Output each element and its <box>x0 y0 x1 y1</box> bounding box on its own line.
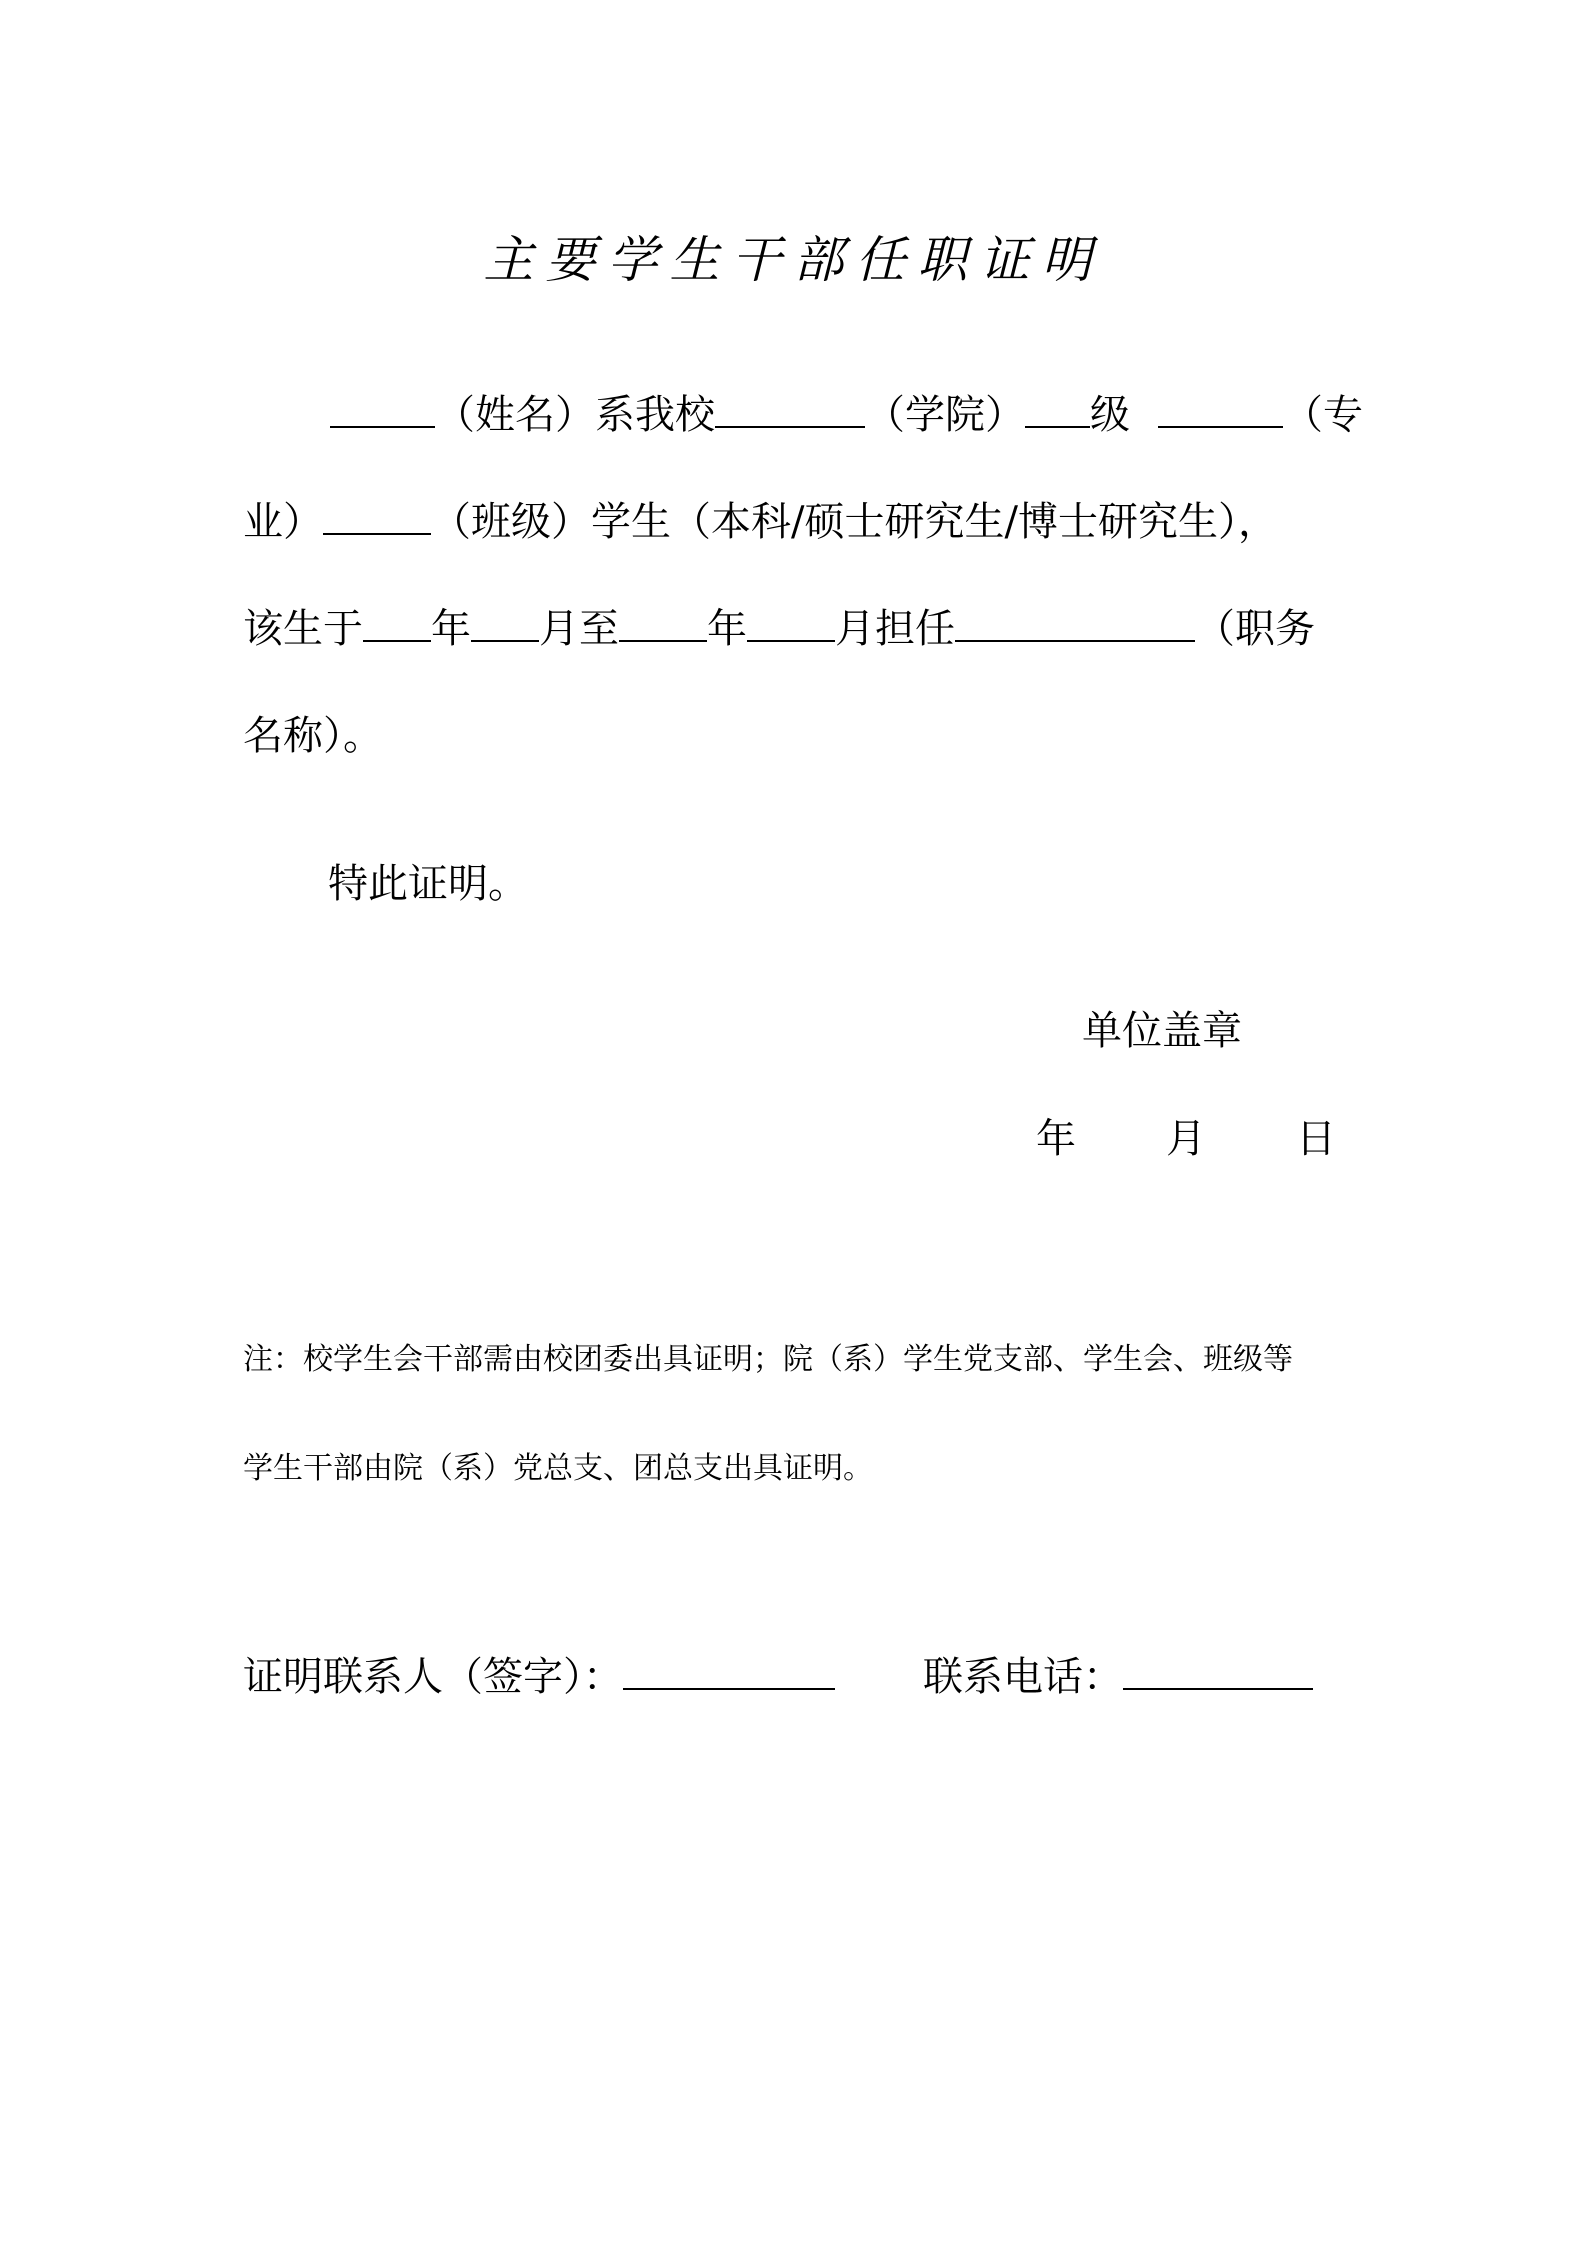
date-day-label: 日 <box>1296 1116 1336 1162</box>
major-blank[interactable] <box>1158 388 1283 428</box>
start-year-blank[interactable] <box>363 602 431 642</box>
grade-blank[interactable] <box>1025 388 1090 428</box>
body-line-1 <box>330 388 1363 441</box>
note-line-2: 学生干部由院（系）党总支、团总支出具证明。 <box>243 1451 873 1486</box>
name-label: （姓名）系我校 <box>435 392 715 438</box>
end-month-blank[interactable] <box>747 602 835 642</box>
college-blank[interactable] <box>715 388 865 428</box>
position-label-start: （职务 <box>1195 606 1315 652</box>
closing-text: 特此证明。 <box>328 861 528 907</box>
college-label: （学院） <box>865 392 1025 438</box>
grade-label: 级 <box>1090 392 1130 438</box>
body-line-4 <box>243 710 383 762</box>
start-month-blank[interactable] <box>471 602 539 642</box>
class-label: （班级）学生（本科/硕士研究生/博士研究生）， <box>431 499 1278 545</box>
contact-person-label: 证明联系人（签字）： <box>243 1654 623 1700</box>
contact-person-blank[interactable] <box>623 1650 835 1690</box>
end-year-blank[interactable] <box>619 602 707 642</box>
note-line-1: 注：校学生会干部需由校团委出具证明；院（系）学生党支部、学生会、班级等 <box>243 1342 1293 1377</box>
name-blank[interactable] <box>330 388 435 428</box>
position-label-end: 名称）。 <box>243 713 383 759</box>
start-year-label: 年 <box>431 606 471 652</box>
contact-phone-label: 联系电话： <box>923 1654 1123 1700</box>
signature-date <box>1036 1113 1336 1165</box>
class-blank[interactable] <box>323 495 431 535</box>
end-year-label: 年 <box>707 606 747 652</box>
body-line-3 <box>243 602 1315 655</box>
end-month-label: 月担任 <box>835 606 955 652</box>
major-label-end: 业） <box>243 499 323 545</box>
body-line-2 <box>243 495 1278 548</box>
date-month-label: 月 <box>1166 1116 1206 1162</box>
term-prefix: 该生于 <box>243 606 363 652</box>
date-year-label: 年 <box>1036 1116 1076 1162</box>
unit-seal-label: 单位盖章 <box>1082 1008 1242 1054</box>
contact-line <box>243 1650 1313 1703</box>
contact-phone-blank[interactable] <box>1123 1650 1313 1690</box>
page-title: 主要学生干部任职证明 <box>483 231 1104 289</box>
position-blank[interactable] <box>955 602 1195 642</box>
start-month-label: 月至 <box>539 606 619 652</box>
major-label-start: （专 <box>1283 392 1363 438</box>
